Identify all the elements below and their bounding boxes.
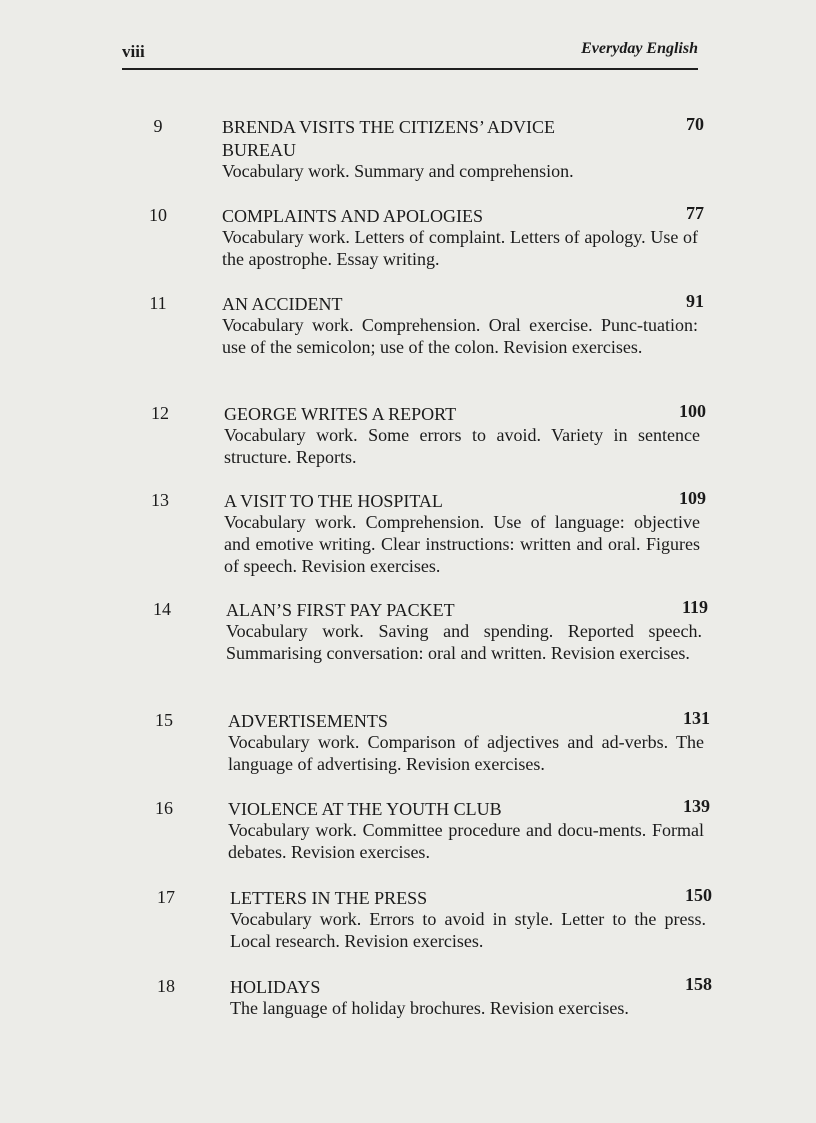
chapter-number: 15 — [155, 710, 173, 730]
book-title: Everyday English — [581, 40, 698, 57]
chapter-title: VIOLENCE AT THE YOUTH CLUB — [228, 799, 502, 819]
chapter-number: 17 — [157, 887, 175, 907]
chapter-page: 109 — [679, 488, 706, 508]
chapter-page: 131 — [683, 708, 710, 728]
chapter-number: 14 — [153, 599, 171, 619]
header-rule — [122, 68, 698, 70]
chapter-page: 119 — [681, 597, 708, 617]
chapter-description: Vocabulary work. Errors to avoid in style. Letter to the press. Local research. Revision exercises. — [230, 909, 706, 951]
chapter-number: 10 — [149, 205, 167, 225]
chapter-title: AN ACCIDENT — [222, 294, 343, 314]
chapter-number: 12 — [151, 403, 169, 423]
chapter-number: 9 — [153, 116, 163, 136]
chapter-description: Vocabulary work. Summary and comprehension. — [222, 161, 574, 181]
page-number: viii — [122, 42, 145, 61]
running-head — [122, 38, 698, 64]
chapter-title: GEORGE WRITES A REPORT — [224, 404, 457, 424]
chapter-description: Vocabulary work. Comprehension. Use of language: objective and emotive writing. Clear instructions: written and oral. Figures of speech. Revision exercises. — [224, 512, 700, 576]
chapter-description: Vocabulary work. Comprehension. Oral exercise. Punc-tuation: use of the semicolon; use of the colon. Revision exercises. — [222, 315, 698, 357]
chapter-page: 77 — [686, 203, 704, 223]
chapter-title: BRENDA VISITS THE CITIZENS’ ADVICE BUREAU — [222, 117, 555, 160]
chapter-page: 158 — [685, 974, 712, 994]
chapter-description: Vocabulary work. Letters of complaint. Letters of apology. Use of the apostrophe. Essay writing. — [222, 227, 698, 269]
chapter-title: A VISIT TO THE HOSPITAL — [224, 491, 443, 511]
chapter-number: 18 — [157, 976, 175, 996]
chapter-description: Vocabulary work. Committee procedure and docu-ments. Formal debates. Revision exercises. — [228, 820, 704, 862]
chapter-title: ALAN’S FIRST PAY PACKET — [226, 600, 455, 620]
chapter-page: 150 — [685, 885, 712, 905]
chapter-number: 13 — [151, 490, 169, 510]
chapter-description: Vocabulary work. Comparison of adjectives and ad-verbs. The language of advertising. Revision exercises. — [228, 732, 704, 774]
chapter-title: ADVERTISEMENTS — [228, 711, 388, 731]
chapter-page: 70 — [686, 114, 704, 134]
chapter-title: LETTERS IN THE PRESS — [230, 888, 428, 908]
chapter-title: COMPLAINTS AND APOLOGIES — [222, 206, 484, 226]
chapter-number: 11 — [149, 293, 167, 313]
chapter-page: 139 — [683, 796, 710, 816]
chapter-description: Vocabulary work. Some errors to avoid. Variety in sentence structure. Reports. — [224, 425, 700, 467]
chapter-title: HOLIDAYS — [230, 977, 321, 997]
chapter-description: Vocabulary work. Saving and spending. Reported speech. Summarising conversation: oral and written. Revision exercises. — [226, 621, 702, 663]
chapter-number: 16 — [155, 798, 173, 818]
chapter-page: 91 — [686, 291, 704, 311]
chapter-description: The language of holiday brochures. Revision exercises. — [230, 998, 629, 1018]
chapter-page: 100 — [679, 401, 706, 421]
